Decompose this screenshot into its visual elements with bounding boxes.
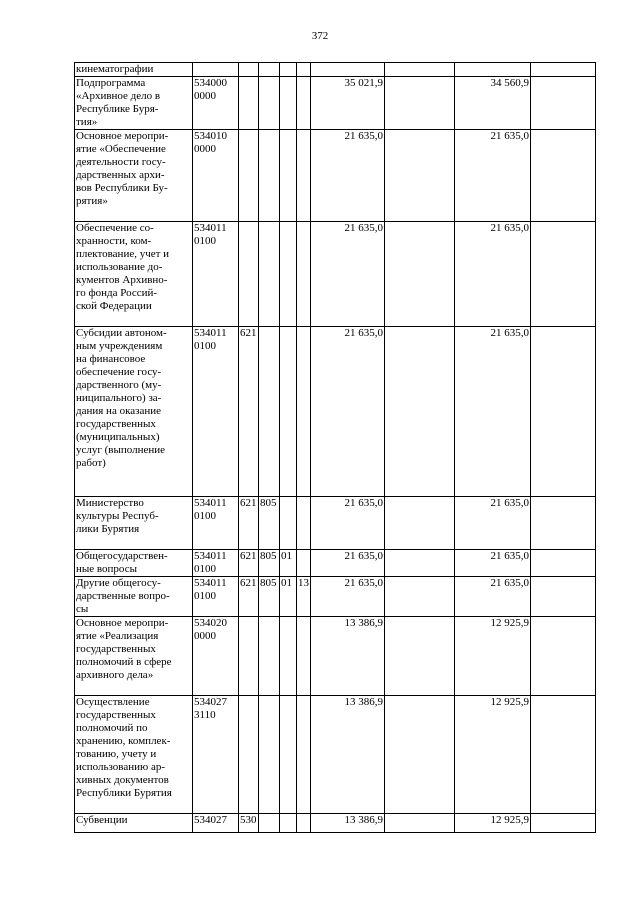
empty-cell <box>385 696 455 814</box>
empty-cell <box>531 814 596 833</box>
sum-2018-cell <box>455 77 531 130</box>
name-cell-text: Субвенции <box>76 814 128 826</box>
table-row <box>75 63 596 77</box>
code-cell-text: 534011 0100 <box>194 497 227 522</box>
name-cell <box>75 617 193 696</box>
sum-2018-cell <box>455 696 531 814</box>
sum-2018-cell-text: 12 925,9 <box>490 617 529 629</box>
name-cell-text: Другие общегосу- дарственные вопро- сы <box>76 577 170 615</box>
rz-cell <box>280 550 297 577</box>
vr-cell-text: 530 <box>240 814 257 826</box>
rz-cell-text: 01 <box>281 550 292 562</box>
sum-2018-cell-text: 21 635,0 <box>490 577 529 589</box>
pr-cell <box>297 577 311 617</box>
name-cell-text: Подпрограмма «Архивное дело в Республике Буря- тия» <box>76 77 161 128</box>
sum-2017-cell <box>311 327 385 497</box>
name-cell <box>75 814 193 833</box>
name-cell <box>75 696 193 814</box>
empty-cell <box>531 327 596 497</box>
code-cell <box>193 617 239 696</box>
sum-2018-cell-text: 21 635,0 <box>490 327 529 339</box>
empty-cell <box>531 550 596 577</box>
empty-cell <box>531 222 596 327</box>
sum-2017-cell <box>311 617 385 696</box>
vr-cell <box>239 696 259 814</box>
table-row <box>75 130 596 222</box>
sum-2018-cell <box>455 814 531 833</box>
code-cell-text: 534027 <box>194 814 227 826</box>
grbs-cell <box>259 63 280 77</box>
code-cell <box>193 222 239 327</box>
name-cell-text: Осуществление государственных полномочий по хранению, комплек- тованию, учету и использованию ар- хивных документов Республики Бурятия <box>76 696 172 799</box>
empty-cell <box>385 497 455 550</box>
pr-cell <box>297 814 311 833</box>
sum-2018-cell <box>455 222 531 327</box>
code-cell <box>193 577 239 617</box>
pr-cell <box>297 77 311 130</box>
vr-cell-text: 621 <box>240 550 257 562</box>
empty-cell <box>385 814 455 833</box>
empty-cell <box>385 577 455 617</box>
table-row <box>75 617 596 696</box>
pr-cell <box>297 696 311 814</box>
name-cell <box>75 130 193 222</box>
grbs-cell <box>259 327 280 497</box>
empty-cell <box>385 63 455 77</box>
empty-cell <box>531 617 596 696</box>
grbs-cell <box>259 77 280 130</box>
pr-cell <box>297 327 311 497</box>
sum-2018-cell <box>455 617 531 696</box>
sum-2018-cell <box>455 63 531 77</box>
rz-cell <box>280 222 297 327</box>
sum-2017-cell-text: 13 386,9 <box>344 814 383 826</box>
code-cell <box>193 696 239 814</box>
pr-cell <box>297 497 311 550</box>
vr-cell-text: 621 <box>240 577 257 589</box>
pr-cell <box>297 550 311 577</box>
code-cell <box>193 550 239 577</box>
table-row <box>75 814 596 833</box>
empty-cell <box>531 696 596 814</box>
table-row <box>75 77 596 130</box>
empty-cell <box>531 577 596 617</box>
sum-2018-cell <box>455 497 531 550</box>
vr-cell <box>239 77 259 130</box>
name-cell-text: Основное меропри- ятие «Реализация государственных полномочий в сфере архивного дела» <box>76 617 172 681</box>
grbs-cell <box>259 130 280 222</box>
sum-2018-cell-text: 21 635,0 <box>490 222 529 234</box>
empty-cell <box>385 130 455 222</box>
vr-cell <box>239 222 259 327</box>
empty-cell <box>385 550 455 577</box>
sum-2018-cell <box>455 577 531 617</box>
table-row <box>75 550 596 577</box>
code-cell <box>193 77 239 130</box>
grbs-cell-text: 805 <box>260 497 277 509</box>
empty-cell <box>385 222 455 327</box>
sum-2017-cell <box>311 550 385 577</box>
sum-2017-cell-text: 21 635,0 <box>344 577 383 589</box>
sum-2017-cell <box>311 77 385 130</box>
code-cell <box>193 814 239 833</box>
code-cell-text: 534000 0000 <box>194 77 227 102</box>
pr-cell <box>297 130 311 222</box>
sum-2018-cell-text: 12 925,9 <box>490 814 529 826</box>
grbs-cell <box>259 696 280 814</box>
table-row <box>75 327 596 497</box>
sum-2017-cell-text: 21 635,0 <box>344 497 383 509</box>
pr-cell <box>297 63 311 77</box>
sum-2017-cell-text: 13 386,9 <box>344 617 383 629</box>
empty-cell <box>531 77 596 130</box>
code-cell-text: 534011 0100 <box>194 550 227 575</box>
code-cell-text: 534010 0000 <box>194 130 227 155</box>
vr-cell <box>239 327 259 497</box>
page-number: 372 <box>311 30 329 42</box>
table-row <box>75 696 596 814</box>
sum-2017-cell <box>311 130 385 222</box>
grbs-cell-text: 805 <box>260 550 277 562</box>
vr-cell <box>239 814 259 833</box>
code-cell-text: 534020 0000 <box>194 617 227 642</box>
grbs-cell <box>259 577 280 617</box>
name-cell <box>75 577 193 617</box>
empty-cell <box>385 77 455 130</box>
table-row <box>75 497 596 550</box>
rz-cell <box>280 696 297 814</box>
pr-cell <box>297 222 311 327</box>
pr-cell <box>297 617 311 696</box>
rz-cell <box>280 77 297 130</box>
rz-cell <box>280 617 297 696</box>
empty-cell <box>531 497 596 550</box>
vr-cell <box>239 130 259 222</box>
vr-cell-text: 621 <box>240 497 257 509</box>
sum-2018-cell-text: 21 635,0 <box>490 550 529 562</box>
sum-2017-cell-text: 35 021,9 <box>344 77 383 89</box>
name-cell <box>75 77 193 130</box>
rz-cell-text: 01 <box>281 577 292 589</box>
grbs-cell-text: 805 <box>260 577 277 589</box>
grbs-cell <box>259 222 280 327</box>
code-cell <box>193 130 239 222</box>
budget-table <box>74 62 596 833</box>
vr-cell <box>239 577 259 617</box>
vr-cell <box>239 497 259 550</box>
code-cell-text: 534027 3110 <box>194 696 227 721</box>
sum-2017-cell <box>311 696 385 814</box>
vr-cell-text: 621 <box>240 327 257 339</box>
rz-cell <box>280 577 297 617</box>
sum-2017-cell <box>311 497 385 550</box>
empty-cell <box>531 130 596 222</box>
sum-2017-cell <box>311 63 385 77</box>
grbs-cell <box>259 814 280 833</box>
name-cell-text: Субсидии автоном- ным учреждениям на финансовое обеспечение госу- дарственного (му- ниципального) за- дания на оказание государственных (муниципальных) услуг (выполнение работ) <box>76 327 167 469</box>
sum-2018-cell-text: 34 560,9 <box>490 77 529 89</box>
empty-cell <box>385 327 455 497</box>
empty-cell <box>385 617 455 696</box>
sum-2018-cell-text: 12 925,9 <box>490 696 529 708</box>
rz-cell <box>280 814 297 833</box>
table-row <box>75 577 596 617</box>
sum-2017-cell-text: 21 635,0 <box>344 222 383 234</box>
code-cell-text: 534011 0100 <box>194 327 227 352</box>
sum-2018-cell <box>455 130 531 222</box>
grbs-cell <box>259 550 280 577</box>
pr-cell-text: 13 <box>298 577 309 589</box>
code-cell <box>193 63 239 77</box>
sum-2018-cell <box>455 550 531 577</box>
name-cell <box>75 327 193 497</box>
name-cell-text: Министерство культуры Респуб- лики Бурятия <box>76 497 159 535</box>
sum-2017-cell-text: 21 635,0 <box>344 130 383 142</box>
code-cell <box>193 327 239 497</box>
rz-cell <box>280 327 297 497</box>
table-row <box>75 222 596 327</box>
vr-cell <box>239 617 259 696</box>
vr-cell <box>239 63 259 77</box>
code-cell-text: 534011 0100 <box>194 577 227 602</box>
grbs-cell <box>259 617 280 696</box>
code-cell <box>193 497 239 550</box>
code-cell-text: 534011 0100 <box>194 222 227 247</box>
sum-2017-cell <box>311 577 385 617</box>
name-cell <box>75 63 193 77</box>
name-cell <box>75 550 193 577</box>
name-cell-text: Обеспечение со- хранности, ком- плектование, учет и использование до- кументов Архивно- го фонда Россий- ской Федерации <box>76 222 170 312</box>
sum-2018-cell <box>455 327 531 497</box>
sum-2018-cell-text: 21 635,0 <box>490 130 529 142</box>
sum-2017-cell-text: 13 386,9 <box>344 696 383 708</box>
sum-2017-cell <box>311 222 385 327</box>
grbs-cell <box>259 497 280 550</box>
name-cell-text: Общегосударствен- ные вопросы <box>76 550 168 575</box>
name-cell-text: кинематографии <box>76 63 154 75</box>
rz-cell <box>280 130 297 222</box>
vr-cell <box>239 550 259 577</box>
rz-cell <box>280 63 297 77</box>
rz-cell <box>280 497 297 550</box>
name-cell-text: Основное меропри- ятие «Обеспечение деятельности госу- дарственных архи- вов Республики Бу- рятия» <box>76 130 169 207</box>
sum-2018-cell-text: 21 635,0 <box>490 497 529 509</box>
sum-2017-cell <box>311 814 385 833</box>
name-cell <box>75 497 193 550</box>
sum-2017-cell-text: 21 635,0 <box>344 327 383 339</box>
empty-cell <box>531 63 596 77</box>
name-cell <box>75 222 193 327</box>
sum-2017-cell-text: 21 635,0 <box>344 550 383 562</box>
